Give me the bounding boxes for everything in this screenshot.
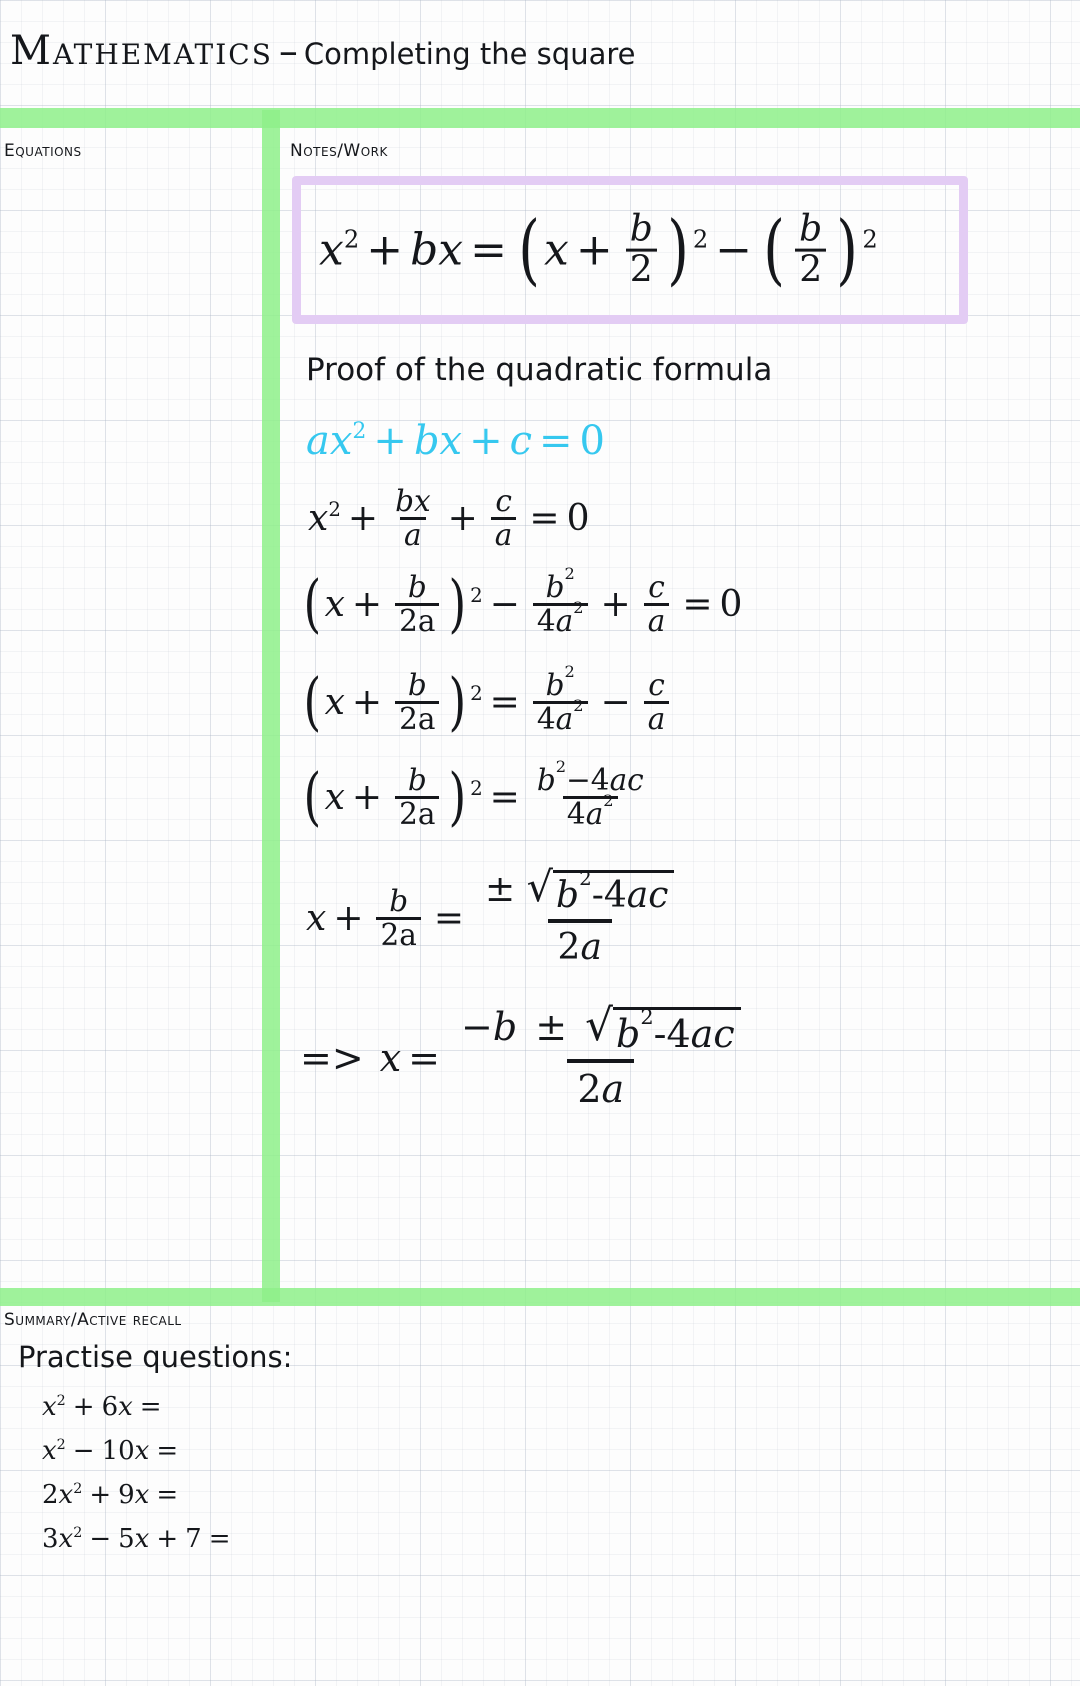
page-title-dash: – <box>278 29 298 73</box>
fraction-discriminant-over-4a2 <box>533 756 648 831</box>
page-title <box>10 28 635 74</box>
radicand: $b^2-4ac$ <box>553 870 674 916</box>
step7-equals: = <box>408 1036 440 1080</box>
fraction-denominator: 2 <box>626 249 657 290</box>
plus-minus-icon-2: ± <box>535 1005 568 1049</box>
paren-close-icon-4: ) <box>448 665 467 739</box>
formula-plus-2: + <box>575 224 613 276</box>
step3-den-a: a <box>644 603 670 637</box>
sqrt-icon-2: √ <box>585 1000 614 1051</box>
fraction-c-over-a <box>491 486 517 551</box>
formula-group-1-exponent: 2 <box>692 225 709 254</box>
proof-heading: Proof of the quadratic formula <box>306 352 773 388</box>
fraction-numerator-2: b <box>799 207 823 250</box>
formula-group-2-exponent: 2 <box>862 225 878 254</box>
step1-exp: 2 <box>352 418 367 444</box>
step3-equals: = <box>682 583 713 625</box>
list-item: 3 x 2 − 5 x + 7 = <box>42 1524 231 1554</box>
step3-num-b2: $b^2$ <box>545 563 575 604</box>
highlighter-rule-bottom <box>0 1288 1080 1306</box>
step7-denominator: 2a <box>567 1059 634 1111</box>
paren-close-icon-2: ) <box>836 205 859 295</box>
paren-close-icon: ) <box>667 205 689 295</box>
step7-minus-b: −b <box>460 1005 518 1049</box>
quadratic-formula <box>379 1000 755 1111</box>
step3-den-4a2: $4a^2$ <box>533 603 588 637</box>
step4-num-b2: $b^2$ <box>545 661 575 702</box>
step6-denominator: 2a <box>548 919 612 968</box>
fraction-bx-over-a <box>391 486 435 551</box>
step4-num-c: c <box>648 668 665 702</box>
step5-x: x <box>324 776 345 818</box>
page-title-subtitle: Completing the square <box>303 37 636 71</box>
paren-close-icon-5: ) <box>448 760 467 834</box>
step6-plus: + <box>333 897 364 939</box>
step1-equals: = <box>539 418 573 464</box>
formula-x: x <box>319 224 344 276</box>
step4-plus: + <box>351 681 383 723</box>
fraction-b-over-2a-2 <box>395 670 439 735</box>
step4-den-2a: 2a <box>395 701 439 735</box>
section-label-notes: Notes/Work <box>290 141 388 161</box>
step5-equals: = <box>489 776 520 818</box>
proof-step-1 <box>306 418 605 464</box>
step4-minus: − <box>600 681 631 723</box>
formula-plus: + <box>366 224 404 276</box>
step1-c: c <box>509 418 533 464</box>
step2-num-c: c <box>495 484 512 518</box>
proof-step-6 <box>306 863 688 968</box>
step3-plus-2: + <box>600 583 631 625</box>
step2-x: x <box>308 497 329 539</box>
formula-equals: = <box>470 224 507 276</box>
step2-equals: = <box>529 497 560 539</box>
step3-minus: − <box>489 583 520 625</box>
step1-zero: 0 <box>579 418 605 464</box>
proof-step-2 <box>308 486 589 551</box>
proof-step-3 <box>300 563 743 641</box>
step1-plus-1: + <box>373 418 407 464</box>
practise-heading: Practise questions: <box>18 1340 293 1374</box>
step6-num-b: b <box>389 883 409 918</box>
paren-open-icon: ( <box>518 205 540 295</box>
step6-equals: = <box>433 897 465 939</box>
step2-den-a2: a <box>491 517 517 551</box>
fraction-c-over-a-2 <box>644 572 670 637</box>
key-formula-box <box>292 176 968 324</box>
formula-minus: − <box>715 224 753 276</box>
step5-den-2a: 2a <box>395 796 439 830</box>
fraction-b-over-2a-3 <box>395 765 439 830</box>
radical-discriminant-2 <box>585 1000 740 1056</box>
paren-open-icon-2: ( <box>763 205 785 295</box>
step5-plus: + <box>351 776 383 818</box>
fraction-b-over-2a-4 <box>376 883 420 952</box>
formula-x-2: x <box>544 224 569 276</box>
formula-group-2 <box>759 205 878 295</box>
step1-x: x <box>329 418 353 464</box>
step2-exp: 2 <box>328 498 341 522</box>
step4-group-exp: 2 <box>470 682 483 706</box>
step4-den-a: a <box>644 701 670 735</box>
step6-den-2a: 2a <box>376 917 420 951</box>
section-label-equations: Equations <box>4 141 82 161</box>
fraction-b2-over-4a2 <box>533 563 588 638</box>
list-item: x 2 + 6 x = <box>42 1392 162 1422</box>
fraction-sqrt-over-2a <box>475 863 684 968</box>
radical-discriminant <box>526 863 675 916</box>
proof-step-7 <box>300 1000 755 1111</box>
paren-close-icon-3: ) <box>448 567 467 641</box>
fraction-quadratic-formula <box>451 1000 751 1111</box>
fraction-b-over-2a <box>395 572 439 637</box>
step2-zero: 0 <box>566 497 590 539</box>
step3-num-c: c <box>648 570 665 604</box>
fraction-b2-over-4a2-2 <box>533 661 588 736</box>
formula-bx: bx <box>410 224 464 276</box>
fraction-denominator-2: 2 <box>795 249 826 290</box>
sqrt-icon: √ <box>526 863 554 911</box>
step3-zero: 0 <box>719 583 743 625</box>
paren-open-icon-3: ( <box>303 567 322 641</box>
step5-den-4a2: $4a^2$ <box>563 796 618 830</box>
plus-minus-icon: ± <box>485 869 516 910</box>
proof-step-4 <box>300 661 675 739</box>
step3-den-2a: 2a <box>395 603 439 637</box>
step7-x: x <box>379 1036 402 1080</box>
step3-group-exp: 2 <box>470 584 483 608</box>
fraction-b-over-2-b <box>795 207 826 291</box>
fraction-numerator: b <box>629 207 653 250</box>
key-formula-expression <box>319 205 878 295</box>
step5-num-b: b <box>407 763 427 797</box>
step2-num-bx: bx <box>395 484 431 518</box>
step6-x: x <box>306 897 327 939</box>
step1-bx: bx <box>413 418 463 464</box>
step2-plus-1: + <box>347 497 379 539</box>
step3-num-b: b <box>407 570 427 604</box>
highlighter-rule-vertical <box>262 110 280 1302</box>
step3-plus: + <box>351 583 383 625</box>
page-title-main: Mathematics <box>10 28 273 74</box>
step2-den-a: a <box>400 517 426 551</box>
radicand-2: $b^2-4ac$ <box>613 1007 741 1056</box>
step7-numerator <box>451 1000 751 1059</box>
step5-num-disc: $b^2-4ac$ <box>536 756 644 797</box>
step5-group-exp: 2 <box>470 777 483 801</box>
step1-a: a <box>306 418 330 464</box>
step2-plus-2: + <box>447 497 478 539</box>
step4-den-4a2: $4a^2$ <box>533 701 588 735</box>
section-label-summary: Summary/Active recall <box>4 1310 182 1330</box>
highlighter-rule-top <box>0 108 1080 128</box>
list-item: 2 x 2 + 9 x = <box>42 1480 179 1510</box>
step1-plus-2: + <box>469 418 503 464</box>
step3-x: x <box>324 583 345 625</box>
implies-icon: => <box>300 1036 364 1080</box>
step4-equals: = <box>489 681 520 723</box>
step4-num-b: b <box>407 668 427 702</box>
step3-group <box>300 567 483 641</box>
formula-exp-2: 2 <box>343 225 360 254</box>
paren-open-icon-5: ( <box>303 760 322 834</box>
practise-question-list <box>42 1392 237 1554</box>
step4-group <box>300 665 483 739</box>
paren-open-icon-4: ( <box>303 665 322 739</box>
step4-x: x <box>324 681 345 723</box>
fraction-c-over-a-3 <box>644 670 670 735</box>
list-item: x 2 − 10 x = <box>42 1436 179 1466</box>
fraction-b-over-2 <box>626 207 657 291</box>
proof-step-5 <box>300 756 654 834</box>
step5-group <box>300 760 483 834</box>
formula-group-1 <box>514 205 709 295</box>
step6-numerator <box>475 863 684 919</box>
